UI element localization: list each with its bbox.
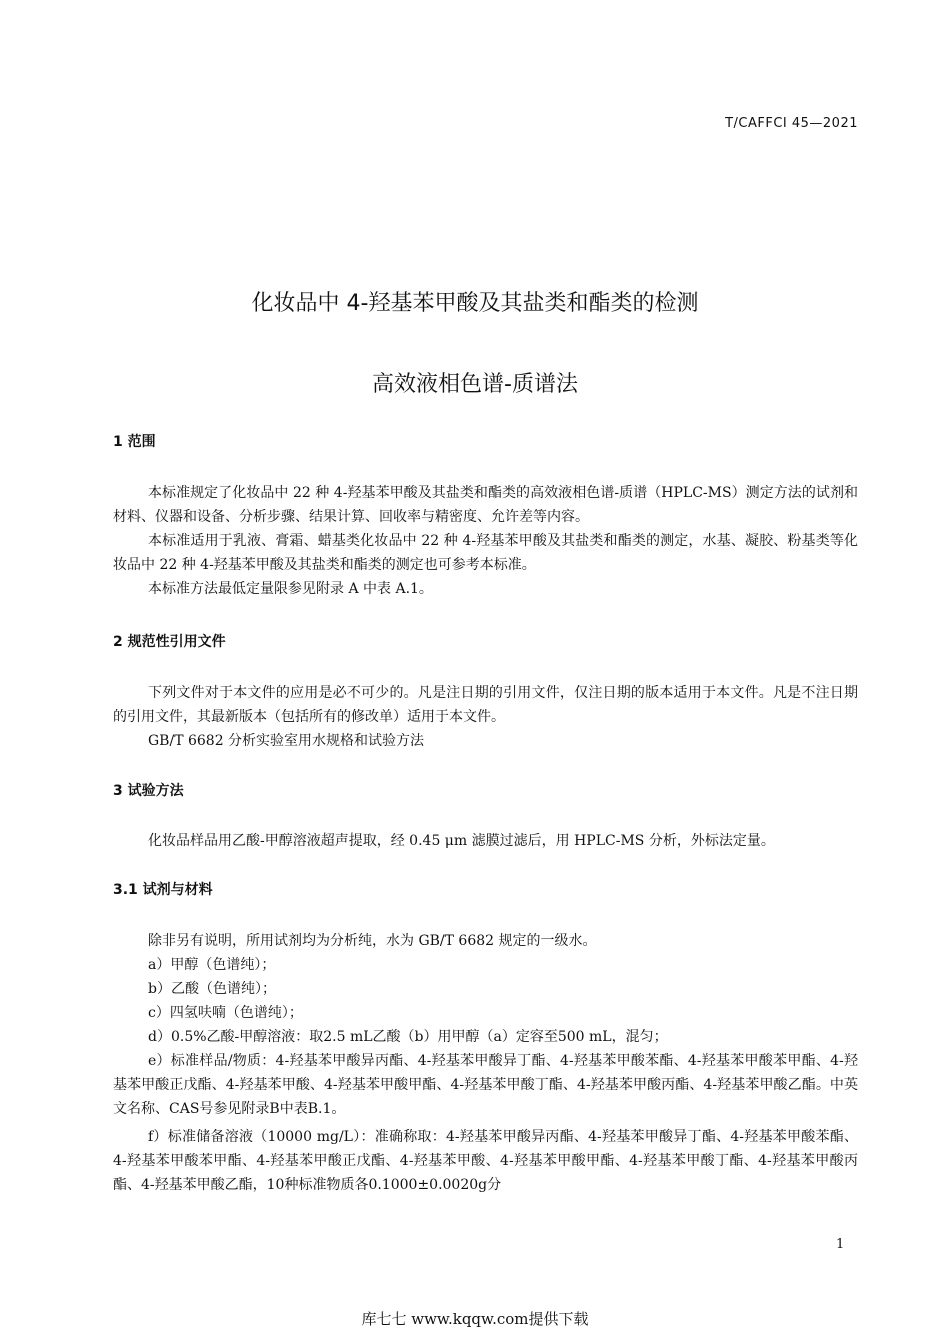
section-2-heading: 2 规范性引用文件 [113, 634, 226, 650]
document-title: 化妆品中 4-羟基苯甲酸及其盐类和酯类的检测 [251, 291, 699, 316]
section-1-paragraph-3: 本标准方法最低定量限参见附录 A 中表 A.1。 [148, 581, 433, 597]
list-item-e: e）标准样品/物质：4-羟基苯甲酸异丙酯、4-羟基苯甲酸异丁酯、4-羟基苯甲酸苯酯、4-羟基苯甲酸苯甲酯、4-羟基苯甲酸正戊酯、4-羟基苯甲酸、4-羟基苯甲酸甲酯、4-羟基苯甲酸丁酯、4-羟基苯甲酸丙酯、4-羟基苯甲酸乙酯。中英文名称、CAS号参见附录B中表B.1。 [113, 1053, 858, 1117]
list-item-b: b）乙酸（色谱纯）； [148, 981, 276, 997]
section-1-heading: 1 范围 [113, 434, 156, 450]
page-number: 1 [836, 1237, 845, 1252]
list-item-d: d）0.5%乙酸-甲醇溶液：取2.5 mL乙酸（b）用甲醇（a）定容至500 mL，混匀； [148, 1029, 668, 1045]
section-3-paragraph: 化妆品样品用乙酸-甲醇溶液超声提取，经 0.45 μm 滤膜过滤后，用 HPLC-MS 分析，外标法定量。 [148, 833, 775, 849]
section-2-reference: GB/T 6682 分析实验室用水规格和试验方法 [148, 733, 425, 749]
section-2-paragraph-1: 下列文件对于本文件的应用是必不可少的。凡是注日期的引用文件，仅注日期的版本适用于本文件。凡是不注日期的引用文件，其最新版本（包括所有的修改单）适用于本文件。 [113, 685, 858, 725]
section-1-paragraph-1: 本标准规定了化妆品中 22 种 4-羟基苯甲酸及其盐类和酯类的高效液相色谱-质谱（HPLC-MS）测定方法的试剂和材料、仪器和设备、分析步骤、结果计算、回收率与精密度、允许差等内容。 [113, 485, 858, 525]
section-1-paragraph-2: 本标准适用于乳液、膏霜、蜡基类化妆品中 22 种 4-羟基苯甲酸及其盐类和酯类的测定，水基、凝胶、粉基类等化妆品中 22 种 4-羟基苯甲酸及其盐类和酯类的测定也可参考本标准。 [113, 533, 858, 573]
document-subtitle: 高效液相色谱-质谱法 [372, 372, 578, 397]
footer-watermark: 库七七 www.kqqw.com提供下载 [361, 1310, 589, 1328]
section-3-heading: 3 试验方法 [113, 783, 184, 799]
section-3-1-intro: 除非另有说明，所用试剂均为分析纯，水为 GB/T 6682 规定的一级水。 [148, 933, 597, 949]
section-3-1-heading: 3.1 试剂与材料 [113, 882, 213, 898]
list-item-a: a）甲醇（色谱纯）； [148, 957, 276, 973]
standard-number: T/CAFFCI 45—2021 [725, 116, 858, 131]
list-item-c: c）四氢呋喃（色谱纯）； [148, 1005, 303, 1021]
list-item-f: f）标准储备溶液（10000 mg/L）：准确称取：4-羟基苯甲酸异丙酯、4-羟基苯甲酸异丁酯、4-羟基苯甲酸苯酯、4-羟基苯甲酸苯甲酯、4-羟基苯甲酸正戊酯、4-羟基苯甲酸、4-羟基苯甲酸甲酯、4-羟基苯甲酸丁酯、4-羟基苯甲酸丙酯、4-羟基苯甲酸乙酯，10种标准物质各0.1000±0.0020g分 [113, 1129, 858, 1193]
